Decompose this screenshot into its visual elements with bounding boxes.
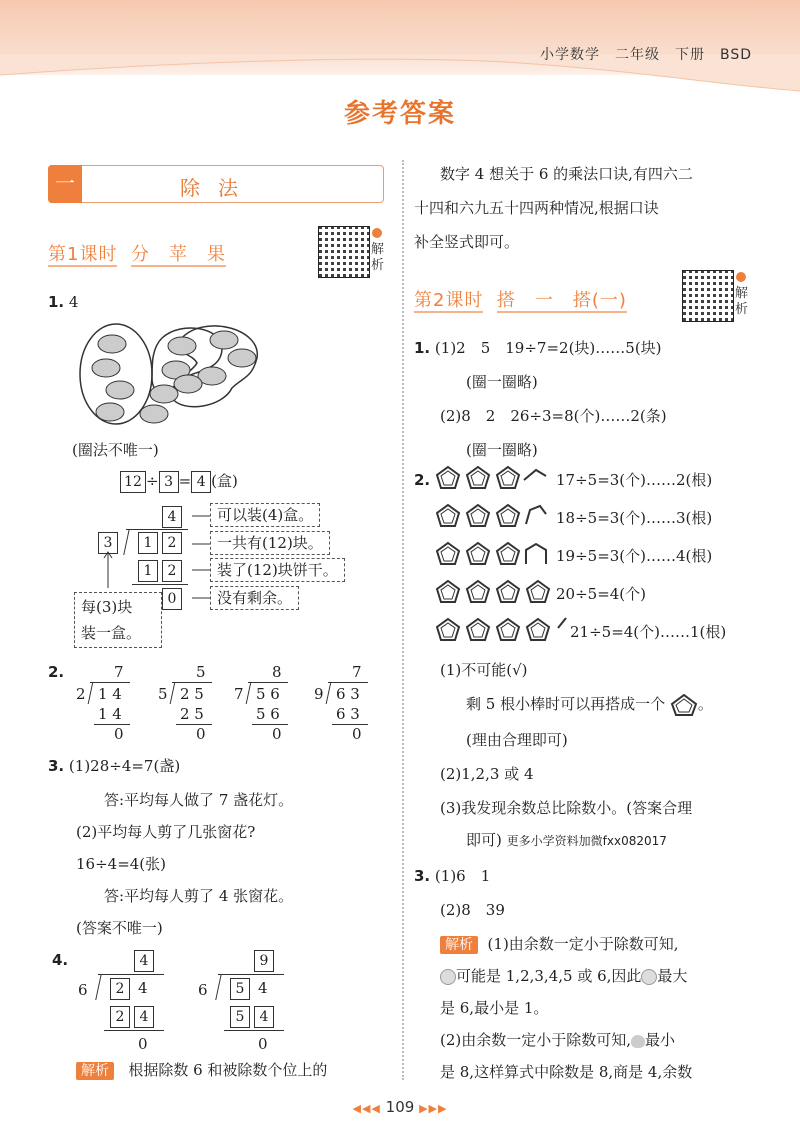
div-remainder: 0: [196, 725, 206, 743]
analysis-left: [76, 1060, 327, 1081]
div-dividend: 2 5: [180, 685, 204, 703]
callout-4: 没有剩余。: [210, 586, 299, 610]
analysis-line-2: [440, 966, 687, 986]
div-line: [104, 1030, 164, 1031]
div-bar: [90, 682, 130, 683]
div-remainder: 0: [352, 725, 362, 743]
answer: 4: [68, 293, 79, 311]
question-1: [48, 292, 78, 312]
analysis-tag: 解析: [76, 1062, 114, 1080]
r-question-3: [414, 866, 490, 886]
div-bar: [126, 529, 188, 530]
analysis-text: 最小: [645, 1031, 676, 1049]
answer-line: 答:平均每人剪了 4 张窗花。: [104, 887, 294, 905]
div-line: [94, 724, 130, 725]
continued-line: 数字 4 想关于 6 的乘法口诀,有四六二: [440, 165, 693, 183]
answer-line-pentagon: 剩 5 根小棒时可以再搭成一个 。: [466, 694, 713, 716]
div-bracket: [95, 974, 102, 1000]
lesson-1-title: [48, 240, 226, 266]
up-arrow: [98, 550, 118, 590]
question-3: [48, 756, 180, 776]
div-divisor: 3: [98, 532, 118, 554]
div-bar: [218, 974, 284, 975]
div-bracket: [326, 682, 332, 704]
div-remainder: 0: [114, 725, 124, 743]
div-box: 9: [254, 950, 274, 972]
div-divisor: 6: [198, 981, 208, 999]
cookie-circle-illustration: [72, 318, 272, 428]
div-bar: [248, 682, 288, 683]
eq-box: 4: [191, 471, 211, 493]
side-note-line: 装一盒。: [81, 624, 142, 642]
page-number: [0, 1098, 800, 1116]
answer-line: (圈一圈略): [466, 441, 538, 459]
book-info: 小学数学 二年级 下册 BSD: [539, 47, 752, 63]
answer-line: (2)8 39: [440, 901, 505, 919]
div-bracket: [246, 682, 252, 704]
div-dividend: 5 6: [256, 685, 280, 703]
q2-row: 19÷5=3(个)……4(根): [556, 547, 713, 565]
answer-line: (2)8 2 26÷3=8(个)……2(条): [440, 407, 667, 425]
div-divisor: 2: [76, 685, 86, 703]
div-product: 5 6: [256, 705, 280, 723]
answer-line: (2)平均每人剪了几张窗花?: [76, 823, 256, 841]
analysis-text: 是 6,最小是 1。: [440, 999, 549, 1017]
watermark-text: 更多小学资料加微fxx082017: [506, 834, 667, 848]
eq-op: ÷: [146, 472, 159, 490]
div-box: 5: [230, 978, 250, 1000]
callout-1: 可以装(4)盒。: [210, 503, 320, 527]
div-remainder: 0: [272, 725, 282, 743]
div-box: 2: [162, 560, 182, 582]
division-4a: [76, 950, 176, 1056]
div-box: 4: [134, 950, 154, 972]
answer-line: (圈一圈略): [466, 373, 538, 391]
division-2b: [158, 662, 218, 742]
callout-2: 一共有(12)块。: [210, 531, 330, 555]
answer-line: 答:平均每人做了 7 盏花灯。: [104, 791, 294, 809]
page-title: 参考答案: [343, 99, 456, 129]
side-note: [74, 592, 162, 648]
answer-text: 剩 5 根小棒时可以再搭成一个: [466, 695, 666, 713]
lesson-1-prefix: 第1课时: [48, 244, 118, 265]
analysis-tag: 解析: [440, 936, 478, 954]
qr-code-icon[interactable]: [682, 270, 734, 322]
qr-label: 解析: [735, 286, 749, 317]
div-box: 4: [254, 1006, 274, 1028]
analysis-text: (1)由余数一定小于除数可知,: [487, 935, 679, 953]
div-box: 4: [134, 1006, 154, 1028]
division-2c: [234, 662, 294, 742]
column-divider: [402, 160, 404, 1080]
div-quotient: 4: [162, 506, 182, 528]
eq-box: 3: [159, 471, 179, 493]
div-line: [176, 724, 212, 725]
eq-op: =: [178, 472, 192, 490]
div-product: 6 3: [336, 705, 360, 723]
div-box: 2: [110, 978, 130, 1000]
page-number-text: 109: [385, 1098, 415, 1116]
answer-line: (1)2 5 19÷7=2(块)……5(块): [434, 339, 662, 357]
callout-3: 装了(12)块饼干。: [210, 558, 345, 582]
div-bar: [98, 974, 164, 975]
q2-row: 17÷5=3(个)……2(根): [556, 471, 713, 489]
div-quotient: 5: [196, 663, 206, 681]
div-box: 1: [138, 532, 158, 554]
div-digit: 0: [258, 1035, 268, 1053]
analysis-right: [440, 934, 679, 955]
answer-line-wm: [466, 830, 667, 851]
div-quotient: 8: [272, 663, 282, 681]
pentagon-icon: [670, 694, 698, 716]
question-number: 3.: [414, 867, 431, 885]
div-bar: [328, 682, 368, 683]
answer-line: (3)我发现余数总比除数小。(答案合理: [440, 799, 693, 817]
analysis-text: 最大: [657, 967, 688, 985]
heart-icon: [631, 1035, 645, 1048]
div-box: 2: [162, 532, 182, 554]
pentagon-stick-figures: [436, 464, 556, 650]
div-bracket: [170, 682, 176, 704]
analysis-line-5: [440, 1030, 675, 1050]
div-line: [332, 724, 368, 725]
right-arrows-icon: ▶▶▶: [419, 1102, 448, 1115]
lesson-2-prefix: 第2课时: [414, 290, 484, 311]
div-product: 2 5: [180, 705, 204, 723]
question-number: 2.: [414, 471, 431, 489]
div-bracket: [215, 974, 222, 1000]
answer-line: (1)不可能(√): [440, 661, 528, 679]
div-bracket: [123, 529, 130, 555]
division-2a: [76, 662, 136, 742]
div-quotient: 7: [114, 663, 124, 681]
extra-stick: [556, 616, 568, 630]
continued-line: 补全竖式即可。: [414, 233, 520, 251]
equation-row: [120, 471, 238, 493]
lesson-1-name: 分 苹 果: [130, 244, 226, 265]
play-icon: [736, 272, 746, 282]
div-divisor: 6: [78, 981, 88, 999]
question-number: 1.: [414, 339, 431, 357]
answer-line: (1)28÷4=7(盏): [68, 757, 181, 775]
analysis-text: 可能是 1,2,3,4,5 或 6,因此: [456, 967, 642, 985]
div-box: 1: [138, 560, 158, 582]
div-digit: 4: [138, 979, 148, 997]
moon-icon: [440, 969, 456, 985]
q2-row: 18÷5=3(个)……3(根): [556, 509, 713, 527]
circle-note: (圈法不唯一): [72, 441, 159, 459]
qr-code-icon[interactable]: [318, 226, 370, 278]
question-number: 2.: [48, 663, 65, 681]
div-product: 1 4: [98, 705, 122, 723]
div-digit: 0: [138, 1035, 148, 1053]
question-number: 1.: [48, 293, 65, 311]
question-number: 3.: [48, 757, 65, 775]
div-box: 5: [230, 1006, 250, 1028]
div-divisor: 9: [314, 685, 324, 703]
div-dividend: 1 4: [98, 685, 122, 703]
div-digit: 4: [258, 979, 268, 997]
analysis-text: 是 8,这样算式中除数是 8,商是 4,余数: [440, 1063, 693, 1081]
div-divisor: 7: [234, 685, 244, 703]
q2-row: 21÷5=4(个)……1(根): [570, 623, 727, 641]
q2-row: 20÷5=4(个): [556, 585, 647, 603]
answer-line: (答案不唯一): [76, 919, 163, 937]
question-2: [48, 662, 64, 682]
eq-box: 12: [120, 471, 146, 493]
answer-line: (2)1,2,3 或 4: [440, 765, 534, 783]
chapter-number: 一: [48, 165, 82, 203]
answer-text: 即可): [466, 831, 502, 849]
moon-icon: [641, 969, 657, 985]
qr-label: 解析: [371, 242, 385, 273]
question-number: 4.: [52, 951, 69, 969]
div-box: 0: [162, 588, 182, 610]
eq-unit: (盒): [211, 472, 238, 490]
division-4b: [196, 950, 296, 1056]
analysis-text: (2)由余数一定小于除数可知,: [440, 1031, 632, 1049]
division-2d: [314, 662, 374, 742]
r-question-1: [414, 338, 662, 358]
div-line: [224, 1030, 284, 1031]
play-icon: [372, 228, 382, 238]
div-box: 2: [110, 1006, 130, 1028]
div-dividend: 6 3: [336, 685, 360, 703]
answer-line: (1)6 1: [434, 867, 491, 885]
div-bracket: [88, 682, 94, 704]
div-quotient: 7: [352, 663, 362, 681]
r-question-2: [414, 470, 430, 490]
div-bar: [172, 682, 212, 683]
answer-line: (理由合理即可): [466, 731, 568, 749]
div-line: [252, 724, 288, 725]
lesson-2-name: 搭 一 搭(一): [496, 290, 627, 311]
answer-line: 16÷4=4(张): [76, 855, 167, 873]
analysis-text: 根据除数 6 和被除数个位上的: [128, 1061, 328, 1079]
chapter-title: 除法: [180, 176, 256, 200]
continued-line: 十四和六九五十四两种情况,根据口诀: [414, 199, 659, 217]
div-divisor: 5: [158, 685, 168, 703]
lesson-2-title: [414, 286, 627, 312]
question-4: [52, 950, 68, 970]
left-arrows-icon: ◀◀◀: [352, 1102, 381, 1115]
side-note-line: 每(3)块: [81, 598, 133, 616]
